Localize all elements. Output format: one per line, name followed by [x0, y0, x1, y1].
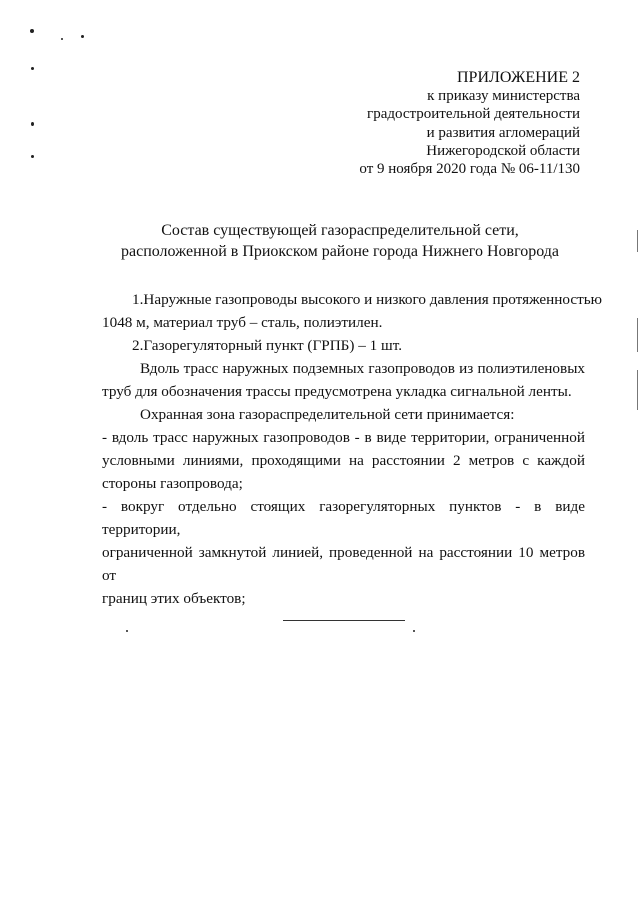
item-2: 2.Газорегуляторный пункт (ГРПБ) – 1 шт.: [132, 337, 403, 354]
bullet-line: - вокруг отдельно стоящих газорегуляторных пунктов - в виде территории,: [102, 498, 585, 538]
document-title-line: расположенной в Приокском районе города Нижнего Новгорода: [120, 243, 560, 260]
paragraph-line: Охранная зона газораспределительной сети принимается:: [140, 406, 515, 423]
scan-speck: [81, 35, 84, 38]
bullet-line: границ этих объектов;: [102, 590, 246, 607]
paragraph-line: труб для обозначения трассы предусмотрена укладка сигнальной ленты.: [102, 383, 572, 400]
appendix-header-line: градостроительной деятельности: [367, 106, 580, 123]
bullet-line: ограниченной замкнутой линией, проведенной на расстоянии 10 метров от: [102, 544, 585, 584]
scan-speck: [31, 67, 34, 70]
end-separator-line: [283, 620, 405, 621]
appendix-header-line: Нижегородской области: [426, 142, 580, 159]
scan-speck: [31, 122, 34, 126]
item-1-line: 1048 м, материал труб – сталь, полиэтилен.: [102, 314, 383, 331]
bullet-line: стороны газопровода;: [102, 475, 243, 492]
scan-speck: [413, 630, 415, 632]
scan-speck: [31, 155, 34, 158]
appendix-header-date: от 9 ноября 2020 года № 06-11/130: [359, 161, 580, 178]
document-body: [102, 288, 603, 610]
document-title-line: Состав существующей газораспределительной сети,: [161, 222, 519, 239]
paragraph-line: Вдоль трасс наружных подземных газопроводов из полиэтиленовых: [140, 360, 585, 377]
bullet-line: условными линиями, проходящими на расстоянии 2 метров с каждой: [102, 452, 585, 469]
scan-edge-mark: [637, 230, 638, 252]
scan-speck: [126, 630, 128, 632]
scan-speck: [61, 38, 63, 40]
bullet-line: - вдоль трасс наружных газопроводов - в виде территории, ограниченной: [102, 429, 585, 446]
appendix-header-line: и развития агломераций: [426, 124, 580, 141]
appendix-title: ПРИЛОЖЕНИЕ 2: [456, 69, 580, 86]
scan-speck: [30, 29, 34, 33]
scan-edge-mark: [637, 370, 638, 410]
appendix-header: [250, 69, 580, 178]
scan-edge-mark: [637, 318, 638, 352]
appendix-header-line: к приказу министерства: [427, 88, 580, 105]
item-1-line: 1.Наружные газопроводы высокого и низкого давления протяженностью: [132, 291, 603, 308]
